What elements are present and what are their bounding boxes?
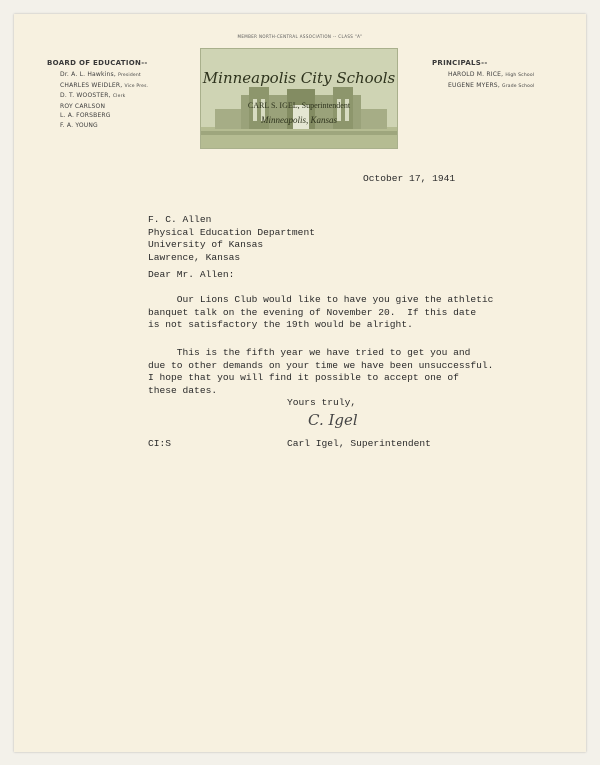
board-member: Dr. A. L. Hawkins, President — [60, 71, 141, 78]
logo-city: Minneapolis, Kansas — [260, 115, 337, 125]
school-building-image — [201, 49, 397, 148]
board-member: D. T. WOOSTER, Clerk — [60, 92, 126, 100]
address-line: Physical Education Department — [148, 226, 315, 238]
body-line: due to other demands on your time we have been unsuccessful. — [148, 359, 494, 371]
principal: HAROLD M. RICE, High School — [448, 71, 535, 78]
body-line: Our Lions Club would like to have you give the athletic — [148, 294, 494, 305]
body-line: banquet talk on the evening of November 20. If this date — [148, 306, 477, 318]
association-line: MEMBER NORTH-CENTRAL ASSOCIATION -- CLASS "A" — [237, 34, 363, 39]
board-list — [60, 70, 148, 131]
body-line: I hope that you will find it possible to accept one of — [148, 372, 459, 384]
salutation: Dear Mr. Allen: — [148, 269, 235, 280]
typist-initials: CI:S — [148, 438, 172, 449]
school-logo — [200, 48, 398, 149]
body-line: is not satisfactory the 19th would be alright. — [148, 319, 413, 331]
board-member: ROY CARLSON — [60, 102, 106, 110]
address-line: F. C. Allen — [148, 214, 212, 225]
paragraph-1 — [148, 294, 493, 332]
address-line: Lawrence, Kansas — [148, 251, 241, 263]
principals-list — [448, 70, 535, 91]
letter-date: October 17, 1941 — [363, 173, 456, 184]
body-line: these dates. — [148, 384, 218, 396]
recipient-address — [148, 214, 315, 264]
closing: Yours truly, — [287, 397, 357, 408]
board-member: L. A. FORSBERG — [60, 112, 111, 120]
body-line: This is the fifth year we have tried to get you and — [148, 347, 471, 358]
handwritten-signature: C. Igel — [308, 411, 358, 429]
board-member: F. A. YOUNG — [60, 121, 98, 129]
board-member: CHARLES WEIDLER, Vice Pres. — [60, 81, 149, 89]
principal: EUGENE MYERS, Grade School — [448, 81, 535, 89]
address-line: University of Kansas — [148, 239, 264, 251]
board-title: BOARD OF EDUCATION-- — [47, 59, 148, 67]
logo-superintendent: CARL S. IGEL, Superintendent — [247, 101, 351, 110]
principals-title: PRINCIPALS-- — [432, 59, 488, 67]
paragraph-2 — [148, 347, 493, 397]
logo-title: Minneapolis City Schools — [202, 69, 396, 87]
signer-name: Carl Igel, Superintendent — [287, 438, 431, 449]
